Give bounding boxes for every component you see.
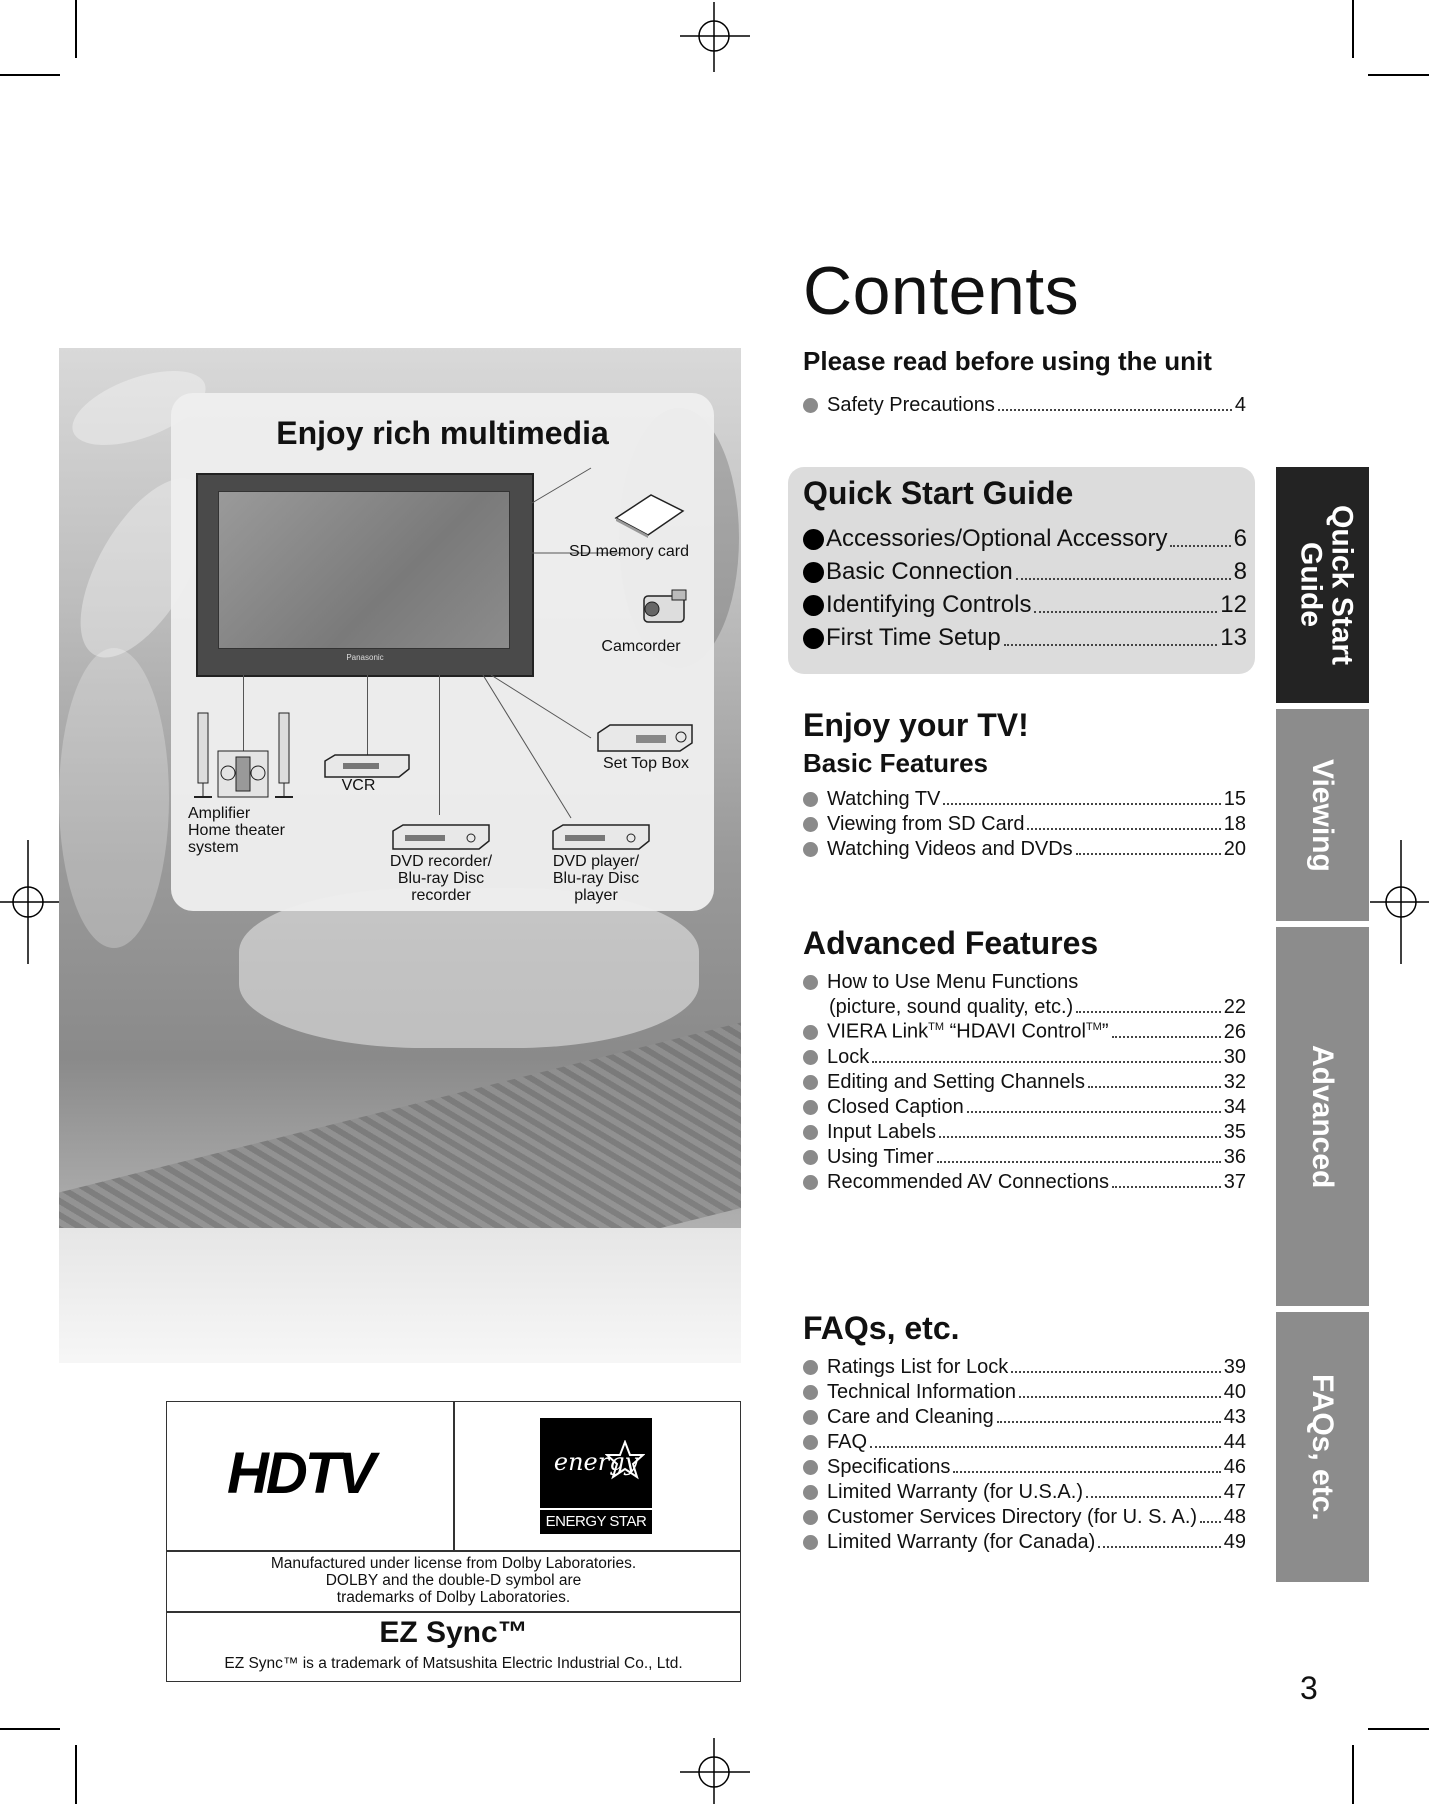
- toc-item-accessories[interactable]: Accessories/Optional Accessory 6: [803, 524, 1247, 554]
- bullet-icon: [803, 1025, 818, 1040]
- toc-item-specifications[interactable]: Specifications 46: [803, 1455, 1246, 1479]
- toc-item-ratings-list[interactable]: Ratings List for Lock 39: [803, 1355, 1246, 1379]
- logo-box: [166, 1401, 741, 1682]
- set-top-box-icon: [596, 723, 696, 753]
- bullet-icon: [803, 1435, 818, 1450]
- bullet-icon: [803, 1050, 818, 1065]
- toc-item-input-labels[interactable]: Input Labels 35: [803, 1120, 1246, 1144]
- toc-item-faq[interactable]: FAQ 44: [803, 1430, 1246, 1454]
- label-set-top-box: Set Top Box: [603, 755, 689, 772]
- bullet-icon: [803, 1150, 818, 1165]
- page-title: Contents: [803, 253, 1080, 329]
- bullet-icon: [803, 595, 824, 616]
- bullet-icon: [803, 628, 824, 649]
- tab-faqs[interactable]: FAQs, etc.: [1276, 1312, 1369, 1582]
- ezsync-note: EZ Sync™ is a trademark of Matsushita Electric Industrial Co., Ltd.: [224, 1655, 683, 1672]
- toc-item-first-time-setup[interactable]: First Time Setup 13: [803, 623, 1247, 653]
- energy-star-logo: [540, 1418, 652, 1534]
- toc-item-watching-tv[interactable]: Watching TV 15: [803, 787, 1246, 811]
- bullet-icon: [803, 1125, 818, 1140]
- bullet-icon: [803, 1410, 818, 1425]
- toc-item-using-timer[interactable]: Using Timer 36: [803, 1145, 1246, 1169]
- section-quick-start-heading: Quick Start Guide: [803, 475, 1074, 511]
- toc-item-viera-link[interactable]: VIERA Link™ “HDAVI Control™” 26: [803, 1020, 1246, 1044]
- label-amplifier: Amplifier Home theater system: [188, 805, 285, 856]
- toc-item-warranty-canada[interactable]: Limited Warranty (for Canada) 49: [803, 1530, 1246, 1554]
- tv-brand: Panasonic: [346, 653, 384, 662]
- toc-item-safety[interactable]: Safety Precautions 4: [803, 393, 1246, 417]
- section-before-heading: Please read before using the unit: [803, 346, 1212, 376]
- bullet-icon: [803, 1100, 818, 1115]
- registration-mark-left: [0, 840, 62, 964]
- bullet-icon: [803, 975, 818, 990]
- registration-mark-top: [680, 2, 752, 74]
- bullet-icon: [803, 1175, 818, 1190]
- toc-item-viewing-sd[interactable]: Viewing from SD Card 18: [803, 812, 1246, 836]
- bullet-icon: [803, 1535, 818, 1550]
- hdtv-logo: HDTV: [227, 1441, 373, 1506]
- bullet-icon: [803, 1360, 818, 1375]
- vcr-icon: [323, 753, 411, 779]
- label-sd-card: SD memory card: [568, 543, 690, 560]
- star-icon: [605, 1440, 645, 1480]
- bullet-icon: [803, 792, 818, 807]
- toc-item-av-connections[interactable]: Recommended AV Connections 37: [803, 1170, 1246, 1194]
- energy-star-script: energy: [553, 1448, 639, 1476]
- toc-item-lock[interactable]: Lock 30: [803, 1045, 1246, 1069]
- camcorder-icon: [636, 588, 691, 626]
- bullet-icon: [803, 817, 818, 832]
- toc-item-closed-caption[interactable]: Closed Caption 34: [803, 1095, 1246, 1119]
- page-number: 3: [1300, 1670, 1318, 1706]
- tab-advanced[interactable]: Advanced: [1276, 927, 1369, 1306]
- toc-item-menu-functions-cont[interactable]: (picture, sound quality, etc.) 22: [829, 996, 1246, 1018]
- tab-quick-start[interactable]: Quick Start Guide: [1276, 467, 1369, 703]
- energy-star-label: ENERGY STAR: [545, 1513, 647, 1530]
- dvd-recorder-icon: [391, 823, 491, 851]
- label-vcr: VCR: [341, 777, 376, 794]
- label-dvd-recorder: DVD recorder/ Blu-ray Disc recorder: [389, 853, 493, 904]
- sd-card-icon: [611, 493, 686, 538]
- bullet-icon: [803, 1485, 818, 1500]
- toc-item-warranty-usa[interactable]: Limited Warranty (for U.S.A.) 47: [803, 1480, 1246, 1504]
- toc-item-technical-info[interactable]: Technical Information 40: [803, 1380, 1246, 1404]
- dolby-notice: Manufactured under license from Dolby Laboratories. DOLBY and the double-D symbol are trademarks of Dolby Laboratories.: [270, 1555, 637, 1606]
- toc-item-basic-connection[interactable]: Basic Connection 8: [803, 557, 1247, 587]
- bullet-icon: [803, 842, 818, 857]
- section-enjoy-heading: Enjoy your TV!: [803, 707, 1029, 743]
- bullet-icon: [803, 398, 818, 413]
- bullet-icon: [803, 1075, 818, 1090]
- bullet-icon: [803, 1510, 818, 1525]
- toc-item-menu-functions[interactable]: How to Use Menu Functions: [803, 970, 1246, 994]
- section-basic-features-subheading: Basic Features: [803, 748, 988, 778]
- toc-item-editing-channels[interactable]: Editing and Setting Channels 32: [803, 1070, 1246, 1094]
- ezsync-title: EZ Sync™: [379, 1616, 528, 1649]
- label-camcorder: Camcorder: [601, 638, 681, 655]
- panel-title: Enjoy rich multimedia: [276, 415, 609, 451]
- toc-item-care-cleaning[interactable]: Care and Cleaning 43: [803, 1405, 1246, 1429]
- registration-mark-bottom: [680, 1738, 752, 1804]
- section-advanced-heading: Advanced Features: [803, 925, 1099, 961]
- dvd-player-icon: [551, 823, 651, 851]
- tab-viewing[interactable]: Viewing: [1276, 709, 1369, 921]
- toc-item-customer-services[interactable]: Customer Services Directory (for U. S. A.) 48: [803, 1505, 1246, 1529]
- home-theater-icon: [186, 711, 301, 801]
- toc-item-identifying-controls[interactable]: Identifying Controls 12: [803, 590, 1247, 620]
- toc-item-videos-dvds[interactable]: Watching Videos and DVDs 20: [803, 837, 1246, 861]
- section-faqs-heading: FAQs, etc.: [803, 1310, 960, 1346]
- bullet-icon: [803, 1385, 818, 1400]
- multimedia-panel: [171, 393, 714, 911]
- bullet-icon: [803, 529, 824, 550]
- registration-mark-right: [1368, 840, 1429, 964]
- bullet-icon: [803, 562, 824, 583]
- label-dvd-player: DVD player/ Blu-ray Disc player: [552, 853, 640, 904]
- bullet-icon: [803, 1460, 818, 1475]
